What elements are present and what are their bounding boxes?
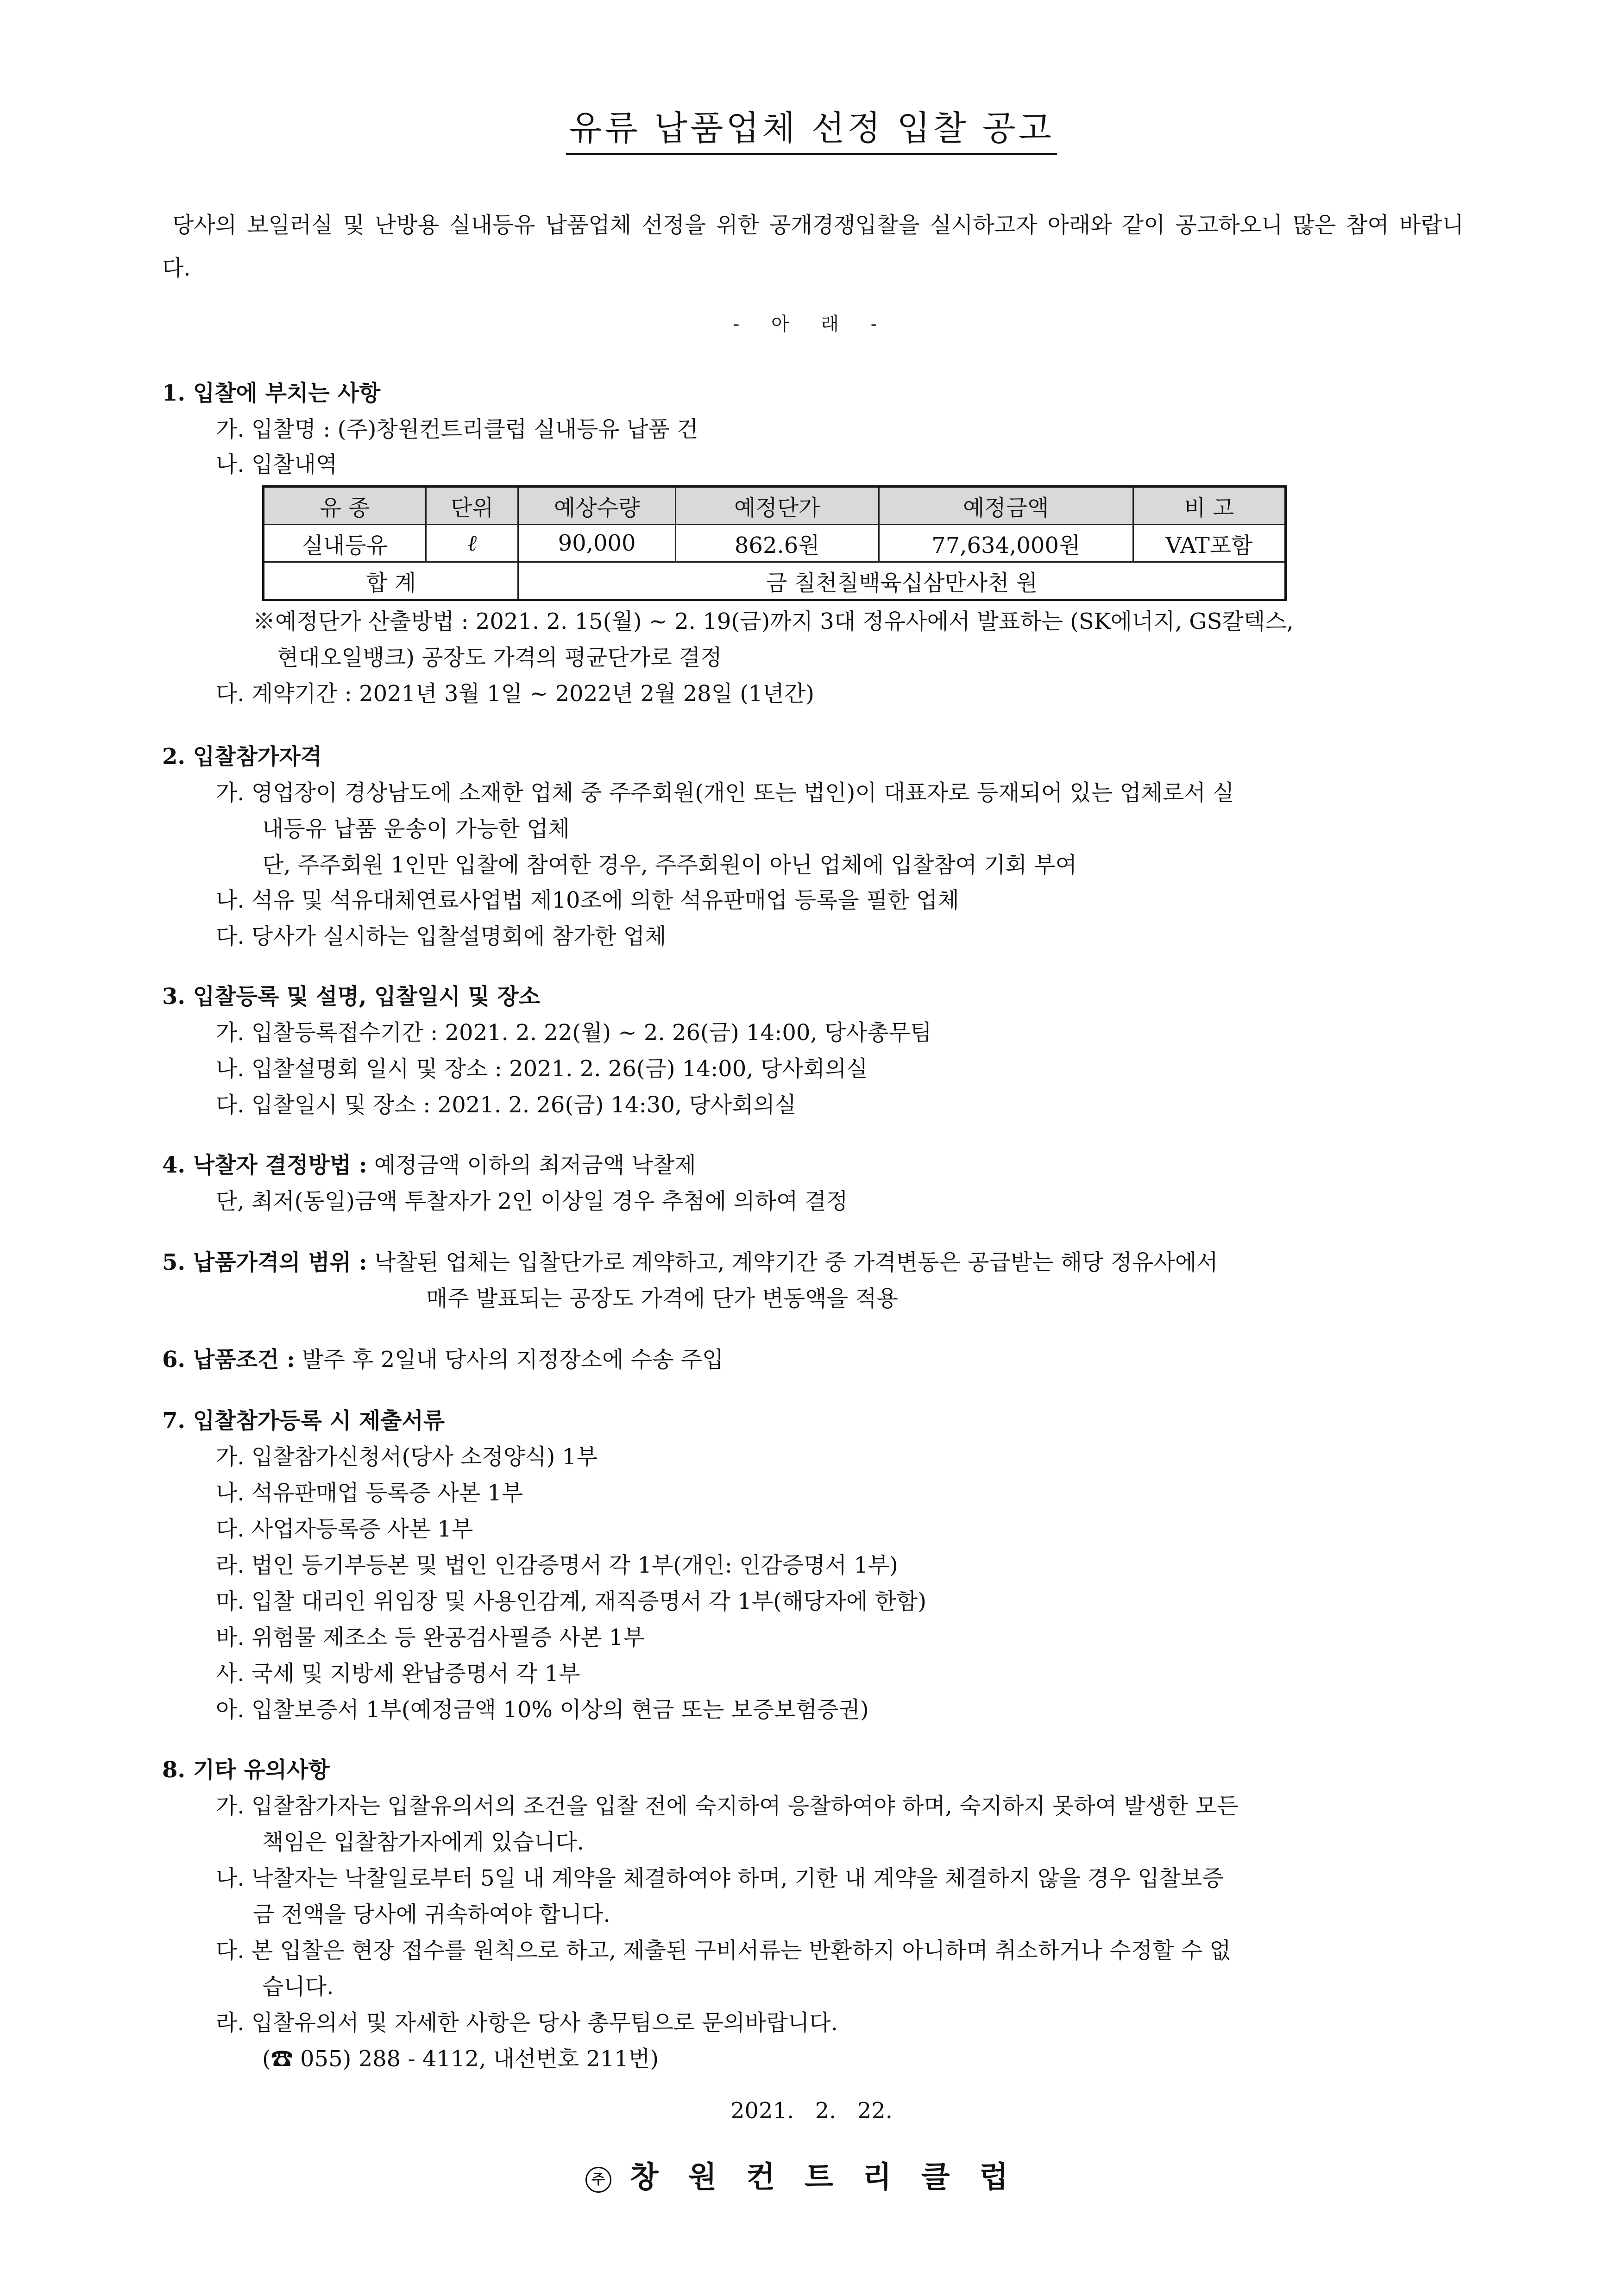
s8-item-ga-1: 가. 입찰참가자는 입찰유의서의 조건을 입찰 전에 숙지하여 응찰하여야 하며, 숙지하지 못하여 발생한 모든 <box>216 1793 1239 1819</box>
section-6-line <box>162 1349 723 1371</box>
section-6-text: 발주 후 2일내 당사의 지정장소에 수송 주입 <box>302 1347 724 1373</box>
s2-item-ga-3: 단, 주주회원 1인만 입찰에 참여한 경우, 주주회원이 아닌 업체에 입찰참여 기회 부여 <box>262 852 1077 878</box>
table-header: 유 종 <box>264 487 426 525</box>
section-divider-label: - 아 래 - <box>733 314 890 335</box>
section-5-heading: 5. 납품가격의 범위 : <box>162 1249 367 1275</box>
list-item: 나. 석유판매업 등록증 사본 1부 <box>216 1480 523 1506</box>
table-total-row <box>264 562 1286 600</box>
section-4-text: 예정금액 이하의 최저금액 낙찰제 <box>374 1152 696 1178</box>
section-7-heading: 7. 입찰참가등록 시 제출서류 <box>162 1408 445 1434</box>
s8-item-na-1: 나. 낙찰자는 낙찰일로부터 5일 내 계약을 체결하여야 하며, 기한 내 계약을 체결하지 않을 경우 입찰보증 <box>216 1865 1224 1891</box>
section-5-line-2: 매주 발표되는 공장도 가격에 단가 변동액을 적용 <box>426 1286 898 1311</box>
section-3-heading: 3. 입찰등록 및 설명, 입찰일시 및 장소 <box>162 984 541 1010</box>
s3-item-na: 나. 입찰설명회 일시 및 장소 : 2021. 2. 26(금) 14:00, 당사회의실 <box>216 1056 868 1082</box>
section-4-heading: 4. 낙찰자 결정방법 : <box>162 1152 367 1178</box>
table-cell: 90,000 <box>518 525 675 562</box>
table-row <box>264 525 1286 562</box>
s1-item-ga: 가. 입찰명 : (주)창원컨트리클럽 실내등유 납품 건 <box>216 416 698 442</box>
section-6-heading: 6. 납품조건 : <box>162 1347 295 1373</box>
list-item: 다. 사업자등록증 사본 1부 <box>216 1516 473 1542</box>
company-signature <box>0 2153 1623 2196</box>
s1-note-line-1: ※예정단가 산출방법 : 2021. 2. 15(월) ~ 2. 19(금)까지 3대 정유사에서 발표하는 (SK에너지, GS칼텍스, <box>253 609 1294 634</box>
list-item: 마. 입찰 대리인 위임장 및 사용인감계, 재직증명서 각 1부(해당자에 한함) <box>216 1588 927 1614</box>
section-2-heading: 2. 입찰참가자격 <box>162 744 322 770</box>
bid-table <box>262 485 1287 601</box>
page-title: 유류 납품업체 선정 입찰 공고 <box>0 101 1623 150</box>
table-header: 단위 <box>426 487 518 525</box>
table-header: 예정금액 <box>879 487 1133 525</box>
intro-paragraph: 당사의 보일러실 및 난방용 실내등유 납품업체 선정을 위한 공개경쟁입찰을 실시하고자 아래와 같이 공고하오니 많은 참여 바랍니다. <box>162 212 1464 281</box>
section-4-line <box>162 1154 696 1176</box>
section-4-line-2: 단, 최저(동일)금액 투찰자가 2인 이상일 경우 추첨에 의하여 결정 <box>216 1188 848 1214</box>
section-5-line <box>162 1251 1218 1273</box>
s2-item-na: 나. 석유 및 석유대체연료사업법 제10조에 의한 석유판매업 등록을 필한 업체 <box>216 887 959 913</box>
list-item: 가. 입찰참가신청서(당사 소정양식) 1부 <box>216 1444 598 1470</box>
s1-item-na: 나. 입찰내역 <box>216 452 338 477</box>
s8-item-na-2: 금 전액을 당사에 귀속하여야 합니다. <box>253 1901 610 1927</box>
table-cell: 77,634,000원 <box>879 525 1133 562</box>
company-seal-icon: 주 <box>585 2167 611 2193</box>
s1-note-line-2: 현대오일뱅크) 공장도 가격의 평균단가로 결정 <box>277 645 722 671</box>
s8-item-da-1: 다. 본 입찰은 현장 접수를 원칙으로 하고, 제출된 구비서류는 반환하지 아니하며 취소하거나 수정할 수 없 <box>216 1938 1231 1964</box>
s8-item-ra: 라. 입찰유의서 및 자세한 사항은 당사 총무팀으로 문의바랍니다. <box>216 2010 838 2036</box>
list-item: 사. 국세 및 지방세 완납증명서 각 1부 <box>216 1661 580 1687</box>
notice-date: 2021. 2. 22. <box>730 2098 893 2124</box>
table-cell: VAT포함 <box>1133 525 1285 562</box>
list-item: 라. 법인 등기부등본 및 법인 인감증명서 각 1부(개인: 인감증명서 1부) <box>216 1552 898 1578</box>
table-cell: ℓ <box>426 525 518 562</box>
s8-item-ga-2: 책임은 입찰참가자에게 있습니다. <box>262 1829 584 1855</box>
section-5-text: 낙찰된 업체는 입찰단가로 계약하고, 계약기간 중 가격변동은 공급받는 해당 정유사에서 <box>374 1249 1218 1275</box>
s3-item-da: 다. 입찰일시 및 장소 : 2021. 2. 26(금) 14:30, 당사회의실 <box>216 1092 797 1118</box>
table-cell: 실내등유 <box>264 525 426 562</box>
s3-item-ga: 가. 입찰등록접수기간 : 2021. 2. 22(월) ~ 2. 26(금) 14:00, 당사총무팀 <box>216 1020 932 1046</box>
table-header-row <box>264 487 1286 525</box>
table-total-value: 금 칠천칠백육십삼만사천 원 <box>518 562 1286 600</box>
s2-item-da: 다. 당사가 실시하는 입찰설명회에 참가한 업체 <box>216 923 667 949</box>
company-name: 창원컨트리클럽 <box>629 2160 1038 2195</box>
section-1-heading: 1. 입찰에 부치는 사항 <box>162 380 381 406</box>
section-8-heading: 8. 기타 유의사항 <box>162 1757 330 1783</box>
table-total-label: 합 계 <box>264 562 518 600</box>
s2-item-ga-1: 가. 영업장이 경상남도에 소재한 업체 중 주주회원(개인 또는 법인)이 대표자로 등재되어 있는 업체로서 실 <box>216 780 1234 806</box>
contact-phone: (☎ 055) 288 - 4112, 내선번호 211번) <box>262 2046 659 2072</box>
table-header: 비 고 <box>1133 487 1285 525</box>
list-item: 아. 입찰보증서 1부(예정금액 10% 이상의 현금 또는 보증보험증권) <box>216 1697 869 1723</box>
table-header: 예정단가 <box>675 487 879 525</box>
s1-item-da: 다. 계약기간 : 2021년 3월 1일 ~ 2022년 2월 28일 (1년간) <box>216 681 815 707</box>
table-header: 예상수량 <box>518 487 675 525</box>
list-item: 바. 위험물 제조소 등 완공검사필증 사본 1부 <box>216 1625 645 1650</box>
table-cell: 862.6원 <box>675 525 879 562</box>
s8-item-da-2: 습니다. <box>262 1974 334 2000</box>
s2-item-ga-2: 내등유 납품 운송이 가능한 업체 <box>262 816 570 842</box>
